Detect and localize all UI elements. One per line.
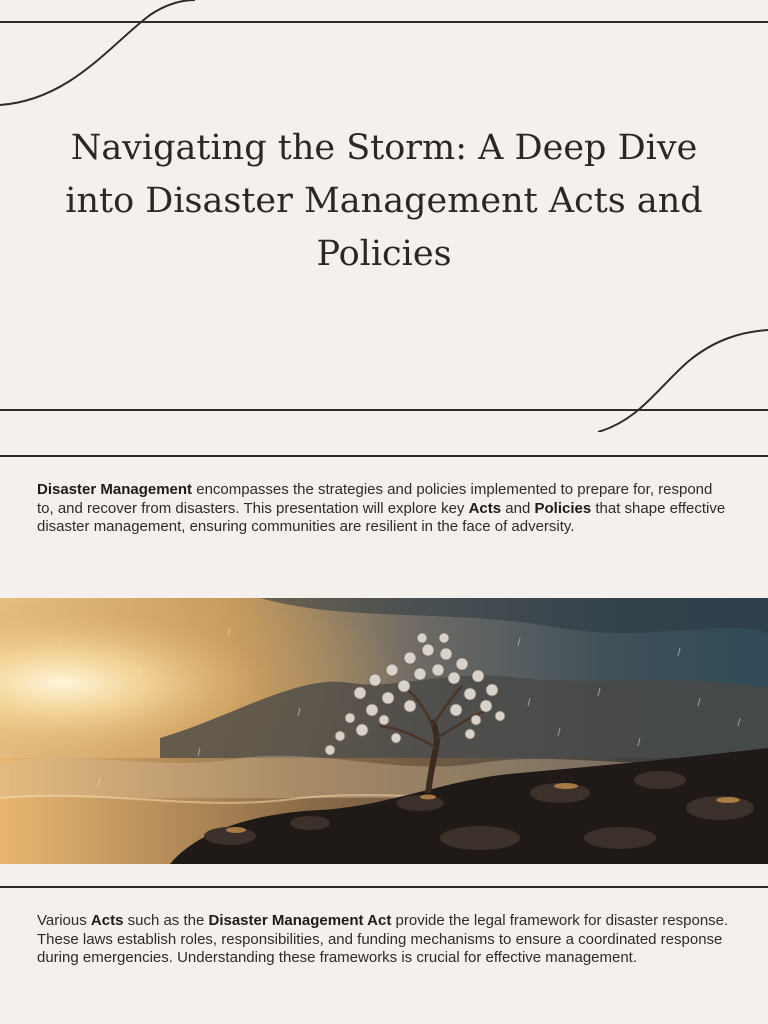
- storm-tree-photo: [0, 598, 768, 864]
- intro-text-3: that shape effective disaster management, ensuring communities are resilient in the face of adversity.: [37, 499, 726, 535]
- acts-text-1: Various: [37, 912, 91, 929]
- acts-text-3: provide the legal framework for disaster response. These laws establish roles, responsibilities, and funding mechanisms to ensure a coordinated response during emergencies. Understanding these frameworks is crucial for effective management.: [37, 912, 729, 966]
- title-slide: [0, 0, 768, 432]
- bottom-curve: [598, 330, 768, 432]
- term-acts-2: Acts: [90, 912, 124, 929]
- intro-paragraph: [37, 481, 731, 537]
- top-curve: [0, 0, 195, 105]
- intro-text-2: and: [501, 499, 535, 517]
- acts-top-rule: [0, 886, 768, 888]
- intro-top-rule: [0, 455, 768, 457]
- term-policies: Policies: [534, 499, 592, 517]
- acts-text-2: such as the: [123, 912, 209, 929]
- slide-gap: [0, 432, 768, 456]
- term-acts: Acts: [468, 499, 502, 517]
- page-title: Navigating the Storm: A Deep Dive into Disaster Management Acts and Policies: [65, 128, 703, 274]
- term-disaster-management-act: Disaster Management Act: [208, 912, 392, 929]
- intro-text-1: encompasses the strategies and policies implemented to prepare for, respond to, and recover from disasters. This presentation will explore key: [37, 481, 713, 517]
- term-disaster-management: Disaster Management: [37, 481, 193, 498]
- acts-paragraph: [37, 912, 731, 968]
